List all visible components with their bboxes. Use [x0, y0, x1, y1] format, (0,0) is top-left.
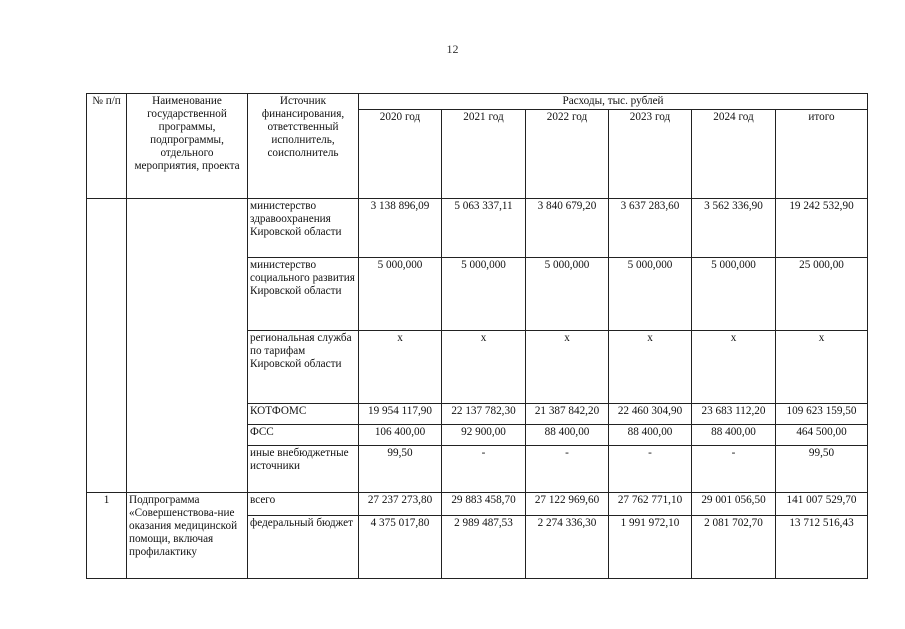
row-value: -: [692, 446, 776, 493]
row-name: [127, 199, 248, 493]
row-value: х: [609, 331, 692, 404]
row-value: 88 400,00: [692, 425, 776, 446]
row-value: 4 375 017,80: [359, 516, 442, 579]
row-value: 3 138 896,09: [359, 199, 442, 258]
row-value: -: [609, 446, 692, 493]
row-num: 1: [87, 493, 127, 579]
row-value: 99,50: [359, 446, 442, 493]
row-total: 141 007 529,70: [776, 493, 868, 516]
row-value: -: [442, 446, 526, 493]
row-value: 3 637 283,60: [609, 199, 692, 258]
row-source: ФСС: [248, 425, 359, 446]
header-year: 2023 год: [609, 110, 692, 199]
row-value: 21 387 842,20: [526, 404, 609, 425]
row-value: 2 274 336,30: [526, 516, 609, 579]
row-value: х: [359, 331, 442, 404]
header-year: 2024 год: [692, 110, 776, 199]
header-total: итого: [776, 110, 868, 199]
row-value: 2 989 487,53: [442, 516, 526, 579]
row-value: 2 081 702,70: [692, 516, 776, 579]
row-total: 13 712 516,43: [776, 516, 868, 579]
row-value: 3 840 679,20: [526, 199, 609, 258]
row-value: 27 237 273,80: [359, 493, 442, 516]
row-value: 23 683 112,20: [692, 404, 776, 425]
header-name: Наименование государственной программы, подпрограммы, отдельного мероприятия, проекта: [127, 94, 248, 199]
row-source: всего: [248, 493, 359, 516]
row-source: иные внебюджетные источники: [248, 446, 359, 493]
row-value: 5 000,000: [609, 258, 692, 331]
row-value: 88 400,00: [526, 425, 609, 446]
header-expenses: Расходы, тыс. рублей: [359, 94, 868, 110]
row-total: 464 500,00: [776, 425, 868, 446]
row-value: 3 562 336,90: [692, 199, 776, 258]
row-value: 22 460 304,90: [609, 404, 692, 425]
row-value: 1 991 972,10: [609, 516, 692, 579]
row-value: -: [526, 446, 609, 493]
row-value: х: [692, 331, 776, 404]
row-source: министерство социального развития Кировской области: [248, 258, 359, 331]
row-total: 19 242 532,90: [776, 199, 868, 258]
row-value: 106 400,00: [359, 425, 442, 446]
row-value: 92 900,00: [442, 425, 526, 446]
row-source: региональная служба по тарифам Кировской области: [248, 331, 359, 404]
row-total: 25 000,00: [776, 258, 868, 331]
row-value: х: [526, 331, 609, 404]
row-source: министерство здравоохранения Кировской области: [248, 199, 359, 258]
row-value: 5 000,000: [526, 258, 609, 331]
budget-table: [86, 93, 868, 579]
header-source: Источник финансирования, ответственный исполнитель, соисполнитель: [248, 94, 359, 199]
row-total: х: [776, 331, 868, 404]
table-row: [87, 199, 868, 258]
row-value: 5 000,000: [442, 258, 526, 331]
header-num: № п/п: [87, 94, 127, 199]
row-num: [87, 199, 127, 493]
row-total: 109 623 159,50: [776, 404, 868, 425]
row-value: 27 762 771,10: [609, 493, 692, 516]
header-year: 2022 год: [526, 110, 609, 199]
row-source: федеральный бюджет: [248, 516, 359, 579]
row-value: 29 001 056,50: [692, 493, 776, 516]
row-total: 99,50: [776, 446, 868, 493]
row-value: х: [442, 331, 526, 404]
row-value: 22 137 782,30: [442, 404, 526, 425]
page-number: 12: [446, 42, 459, 56]
row-value: 88 400,00: [609, 425, 692, 446]
row-source: КОТФОМС: [248, 404, 359, 425]
row-value: 5 063 337,11: [442, 199, 526, 258]
table-row: [87, 493, 868, 516]
row-value: 5 000,000: [692, 258, 776, 331]
header-year: 2021 год: [442, 110, 526, 199]
row-value: 5 000,000: [359, 258, 442, 331]
row-value: 19 954 117,90: [359, 404, 442, 425]
row-value: 29 883 458,70: [442, 493, 526, 516]
row-name: Подпрограмма «Совершенствова-ние оказания медицинской помощи, включая профилактику: [127, 493, 248, 579]
header-row: [87, 94, 868, 110]
header-year: 2020 год: [359, 110, 442, 199]
row-value: 27 122 969,60: [526, 493, 609, 516]
